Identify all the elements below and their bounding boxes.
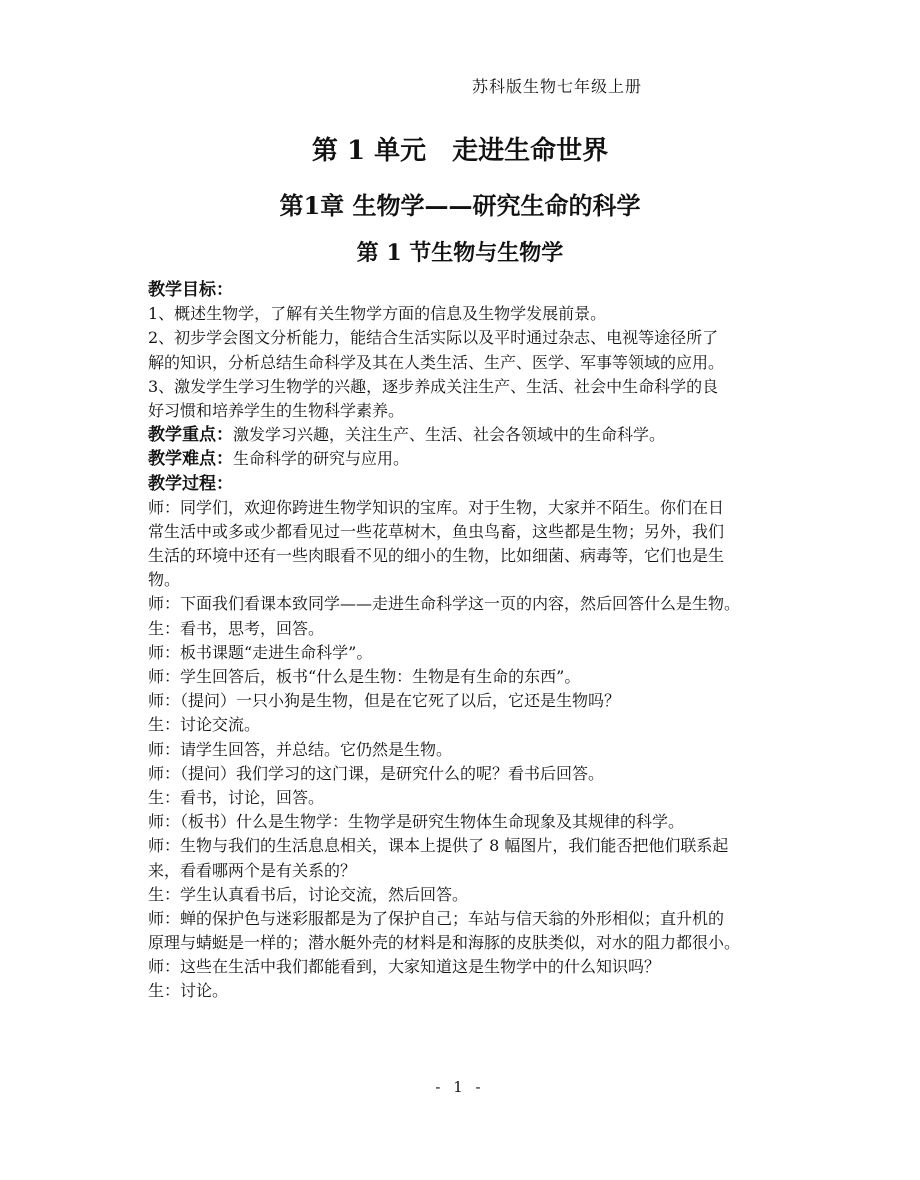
process-line: 师：下面我们看课本致同学——走进生命科学这一页的内容，然后回答什么是生物。	[148, 594, 741, 614]
objective-line: 3、激发学生学习生物学的兴趣，逐步养成关注生产、生活、社会中生命科学的良	[148, 376, 719, 396]
page-number: - 1 -	[435, 1078, 485, 1096]
process-line: 生：讨论交流。	[148, 715, 261, 735]
key-point	[148, 423, 776, 447]
process-line: 生：讨论。	[148, 981, 229, 1001]
process-line: 师：（提问）一只小狗是生物，但是在它死了以后，它还是生物吗？	[148, 691, 621, 711]
process-line: 师：板书课题“走进生命科学”。	[148, 642, 373, 662]
objectives-label: 教学目标：	[148, 280, 233, 300]
process-list	[148, 496, 776, 1004]
process-line: 师：生物与我们的生活息息相关，课本上提供了 8 幅图片，我们能否把他们联系起	[148, 836, 729, 856]
difficulty-text: 生命科学的研究与应用。	[233, 449, 410, 469]
objectives-list	[148, 302, 776, 423]
objective-line: 解的知识，分析总结生命科学及其在人类生活、生产、医学、军事等领域的应用。	[148, 352, 725, 372]
process-line: 常生活中或多或少都看见过一些花草树木，鱼虫鸟畜，这些都是生物；另外，我们	[148, 521, 725, 541]
process-line: 师：请学生回答，并总结。它仍然是生物。	[148, 739, 453, 759]
process-line: 来，看看哪两个是有关系的？	[148, 860, 357, 880]
difficulty	[148, 447, 776, 471]
process-line: 师：蝉的保护色与迷彩服都是为了保护自己；车站与信天翁的外形相似；直升机的	[148, 908, 725, 928]
process-line: 物。	[148, 570, 181, 590]
process-line: 生：看书，讨论，回答。	[148, 787, 325, 807]
key-point-text: 激发学习兴趣，关注生产、生活、社会各领域中的生命科学。	[233, 425, 666, 445]
key-point-label: 教学重点：	[148, 425, 233, 446]
process-line: 师：这些在生活中我们都能看到，大家知道这是生物学中的什么知识吗？	[148, 957, 661, 977]
objective-line: 2、初步学会图文分析能力，能结合生活实际以及平时通过杂志、电视等途径所了	[148, 328, 719, 348]
document-body	[148, 278, 776, 1004]
process-line: 原理与蜻蜓是一样的；潜水艇外壳的材料是和海豚的皮肤类似，对水的阻力都很小。	[148, 933, 741, 953]
book-header: 苏科版生物七年级上册	[472, 77, 643, 96]
process-label: 教学过程：	[148, 473, 233, 494]
objective-line: 1、概述生物学，了解有关生物学方面的信息及生物学发展前景。	[148, 304, 607, 324]
unit-title: 第 1 单元 走进生命世界	[311, 136, 609, 166]
process-line: 生：看书，思考，回答。	[148, 618, 325, 638]
objective-line: 好习惯和培养学生的生物科学素养。	[148, 400, 405, 420]
chapter-title: 第1章 生物学——研究生命的科学	[279, 191, 641, 220]
process-line: 师：同学们，欢迎你跨进生物学知识的宝库。对于生物，大家并不陌生。你们在日	[148, 497, 725, 517]
process-line: 师：学生回答后，板书“什么是生物：生物是有生命的东西”。	[148, 667, 581, 686]
process-line: 师：（板书）什么是生物学：生物学是研究生物体生命现象及其规律的科学。	[148, 812, 685, 832]
section-title: 第 1 节生物与生物学	[356, 240, 564, 266]
difficulty-label: 教学难点：	[148, 449, 233, 470]
process-line: 师：（提问）我们学习的这门课，是研究什么的呢？看书后回答。	[148, 763, 605, 783]
process-line: 生活的环境中还有一些肉眼看不见的细小的生物，比如细菌、病毒等，它们也是生	[148, 546, 725, 566]
process-line: 生：学生认真看书后，讨论交流，然后回答。	[148, 884, 469, 904]
